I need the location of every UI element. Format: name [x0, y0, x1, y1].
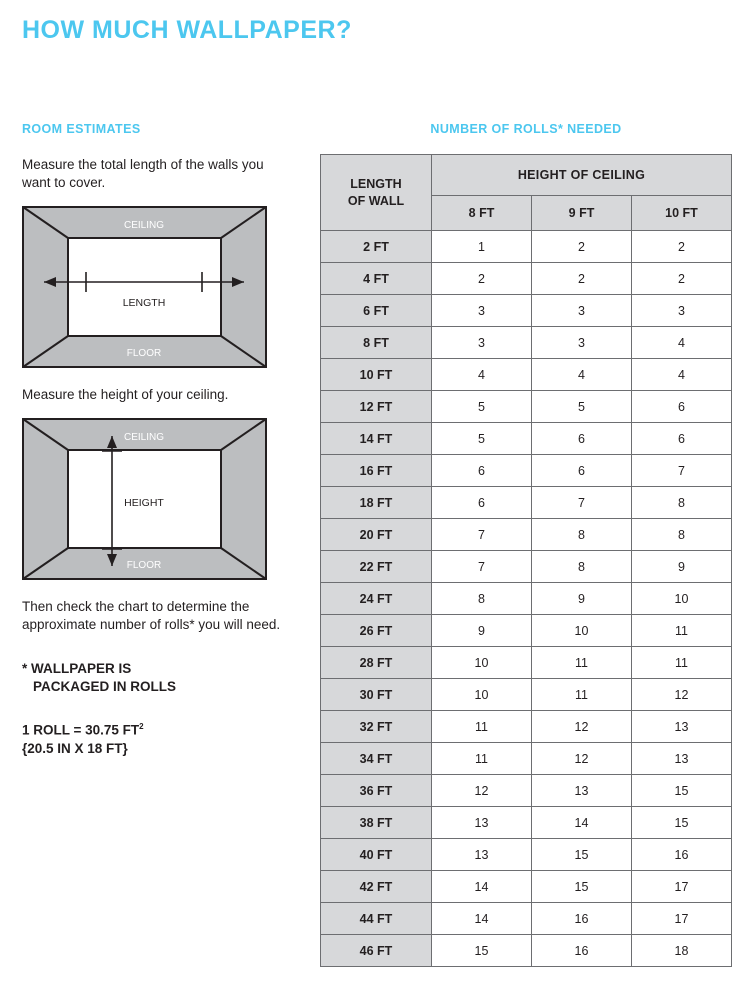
cell-rolls-needed: 7	[632, 455, 732, 487]
table-header	[321, 155, 732, 231]
table-row	[321, 423, 732, 455]
cell-rolls-needed: 8	[532, 519, 632, 551]
diagram-length-label: LENGTH	[122, 297, 166, 309]
cell-rolls-needed: 5	[432, 391, 532, 423]
cell-rolls-needed: 9	[632, 551, 732, 583]
cell-rolls-needed: 11	[432, 711, 532, 743]
cell-rolls-needed: 4	[532, 359, 632, 391]
cell-rolls-needed: 7	[432, 551, 532, 583]
header-length-line-2: OF WALL	[347, 193, 405, 208]
header-length-of-wall	[321, 155, 432, 231]
cell-rolls-needed: 6	[632, 391, 732, 423]
cell-rolls-needed: 11	[532, 647, 632, 679]
table-row	[321, 487, 732, 519]
roll-size-superscript: 2	[139, 722, 144, 731]
cell-rolls-needed: 3	[632, 295, 732, 327]
cell-rolls-needed: 6	[532, 455, 632, 487]
cell-rolls-needed: 10	[432, 679, 532, 711]
cell-rolls-needed: 3	[532, 327, 632, 359]
cell-rolls-needed: 13	[432, 807, 532, 839]
cell-rolls-needed: 9	[532, 583, 632, 615]
cell-wall-length: 42 FT	[321, 871, 432, 903]
cell-rolls-needed: 13	[632, 743, 732, 775]
cell-rolls-needed: 15	[432, 935, 532, 967]
table-row	[321, 647, 732, 679]
cell-rolls-needed: 12	[532, 711, 632, 743]
cell-wall-length: 18 FT	[321, 487, 432, 519]
cell-rolls-needed: 3	[532, 295, 632, 327]
table-row	[321, 263, 732, 295]
roll-size-text: 1 ROLL = 30.75 FT	[22, 722, 140, 738]
diagram-floor-label: FLOOR	[126, 560, 162, 571]
cell-rolls-needed: 2	[632, 263, 732, 295]
cell-rolls-needed: 15	[632, 775, 732, 807]
header-col-9ft: 9 FT	[532, 196, 632, 231]
instruction-step-1: Measure the total length of the walls you want to cover.	[22, 157, 264, 190]
instruction-step-2: Measure the height of your ceiling.	[22, 387, 229, 402]
diagram-ceiling-label: CEILING	[123, 432, 165, 443]
cell-rolls-needed: 5	[432, 423, 532, 455]
cell-rolls-needed: 1	[432, 231, 532, 263]
table-row	[321, 327, 732, 359]
table-row	[321, 295, 732, 327]
cell-rolls-needed: 4	[632, 359, 732, 391]
cell-wall-length: 28 FT	[321, 647, 432, 679]
cell-wall-length: 34 FT	[321, 743, 432, 775]
cell-rolls-needed: 12	[432, 775, 532, 807]
room-estimates-panel	[22, 122, 287, 758]
cell-rolls-needed: 17	[632, 903, 732, 935]
cell-wall-length: 26 FT	[321, 615, 432, 647]
table-row	[321, 679, 732, 711]
cell-wall-length: 46 FT	[321, 935, 432, 967]
cell-rolls-needed: 2	[532, 231, 632, 263]
diagram-ceiling-label: CEILING	[123, 220, 165, 231]
header-length-line-1: LENGTH	[350, 176, 402, 191]
table-row	[321, 743, 732, 775]
cell-rolls-needed: 6	[432, 455, 532, 487]
table-row	[321, 519, 732, 551]
cell-rolls-needed: 15	[532, 871, 632, 903]
cell-rolls-needed: 12	[532, 743, 632, 775]
cell-wall-length: 4 FT	[321, 263, 432, 295]
cell-rolls-needed: 2	[432, 263, 532, 295]
instruction-step-3: Then check the chart to determine the approximate number of rolls* you will need.	[22, 599, 281, 632]
table-row	[321, 391, 732, 423]
cell-rolls-needed: 8	[632, 487, 732, 519]
table-row	[321, 455, 732, 487]
cell-rolls-needed: 2	[632, 231, 732, 263]
table-row	[321, 583, 732, 615]
cell-rolls-needed: 12	[632, 679, 732, 711]
header-col-8ft: 8 FT	[432, 196, 532, 231]
cell-rolls-needed: 5	[532, 391, 632, 423]
table-row	[321, 807, 732, 839]
cell-rolls-needed: 13	[432, 839, 532, 871]
table-row	[321, 839, 732, 871]
diagram-floor-label: FLOOR	[126, 348, 162, 359]
table-row	[321, 359, 732, 391]
cell-rolls-needed: 2	[532, 263, 632, 295]
cell-rolls-needed: 8	[532, 551, 632, 583]
cell-rolls-needed: 4	[432, 359, 532, 391]
cell-rolls-needed: 16	[632, 839, 732, 871]
cell-rolls-needed: 16	[532, 903, 632, 935]
cell-rolls-needed: 18	[632, 935, 732, 967]
table-row	[321, 903, 732, 935]
roll-size-line-2: {20.5 IN X 18 FT}	[22, 740, 128, 756]
cell-rolls-needed: 4	[632, 327, 732, 359]
cell-wall-length: 32 FT	[321, 711, 432, 743]
table-row	[321, 871, 732, 903]
room-diagram-height	[22, 418, 267, 580]
cell-rolls-needed: 3	[432, 295, 532, 327]
table-row	[321, 551, 732, 583]
cell-rolls-needed: 7	[432, 519, 532, 551]
page-title: HOW MUCH WALLPAPER?	[22, 16, 352, 44]
cell-rolls-needed: 16	[532, 935, 632, 967]
cell-rolls-needed: 6	[632, 423, 732, 455]
cell-rolls-needed: 14	[532, 807, 632, 839]
cell-rolls-needed: 10	[432, 647, 532, 679]
cell-wall-length: 36 FT	[321, 775, 432, 807]
rolls-table-panel	[320, 122, 732, 967]
cell-rolls-needed: 14	[432, 903, 532, 935]
room-diagram-length	[22, 206, 267, 368]
cell-wall-length: 24 FT	[321, 583, 432, 615]
table-row	[321, 231, 732, 263]
cell-wall-length: 16 FT	[321, 455, 432, 487]
cell-wall-length: 20 FT	[321, 519, 432, 551]
cell-rolls-needed: 9	[432, 615, 532, 647]
cell-rolls-needed: 6	[432, 487, 532, 519]
cell-rolls-needed: 7	[532, 487, 632, 519]
cell-wall-length: 8 FT	[321, 327, 432, 359]
cell-wall-length: 30 FT	[321, 679, 432, 711]
cell-rolls-needed: 11	[632, 615, 732, 647]
cell-rolls-needed: 11	[432, 743, 532, 775]
header-col-10ft: 10 FT	[632, 196, 732, 231]
cell-wall-length: 40 FT	[321, 839, 432, 871]
table-row	[321, 935, 732, 967]
cell-rolls-needed: 11	[532, 679, 632, 711]
cell-wall-length: 14 FT	[321, 423, 432, 455]
table-body	[321, 231, 732, 967]
cell-wall-length: 10 FT	[321, 359, 432, 391]
cell-wall-length: 2 FT	[321, 231, 432, 263]
cell-wall-length: 44 FT	[321, 903, 432, 935]
cell-rolls-needed: 8	[632, 519, 732, 551]
table-row	[321, 711, 732, 743]
cell-rolls-needed: 6	[532, 423, 632, 455]
cell-rolls-needed: 15	[532, 839, 632, 871]
cell-rolls-needed: 13	[532, 775, 632, 807]
cell-rolls-needed: 15	[632, 807, 732, 839]
diagram-height-label: HEIGHT	[124, 497, 164, 509]
cell-rolls-needed: 11	[632, 647, 732, 679]
table-row	[321, 615, 732, 647]
table-row	[321, 775, 732, 807]
cell-rolls-needed: 10	[532, 615, 632, 647]
footnote-line-1: * WALLPAPER IS	[22, 661, 132, 676]
cell-rolls-needed: 10	[632, 583, 732, 615]
table-title: NUMBER OF ROLLS* NEEDED	[430, 122, 622, 136]
cell-rolls-needed: 8	[432, 583, 532, 615]
rolls-needed-table	[320, 154, 732, 967]
cell-rolls-needed: 3	[432, 327, 532, 359]
footnote-line-2: PACKAGED IN ROLLS	[33, 679, 177, 694]
cell-rolls-needed: 13	[632, 711, 732, 743]
cell-wall-length: 22 FT	[321, 551, 432, 583]
section-heading-room-estimates: ROOM ESTIMATES	[22, 122, 141, 136]
cell-rolls-needed: 14	[432, 871, 532, 903]
table-header-row-1	[321, 155, 732, 196]
cell-rolls-needed: 17	[632, 871, 732, 903]
cell-wall-length: 38 FT	[321, 807, 432, 839]
cell-wall-length: 12 FT	[321, 391, 432, 423]
cell-wall-length: 6 FT	[321, 295, 432, 327]
header-height-of-ceiling: HEIGHT OF CEILING	[432, 155, 732, 196]
roll-size-line-1	[22, 718, 287, 740]
